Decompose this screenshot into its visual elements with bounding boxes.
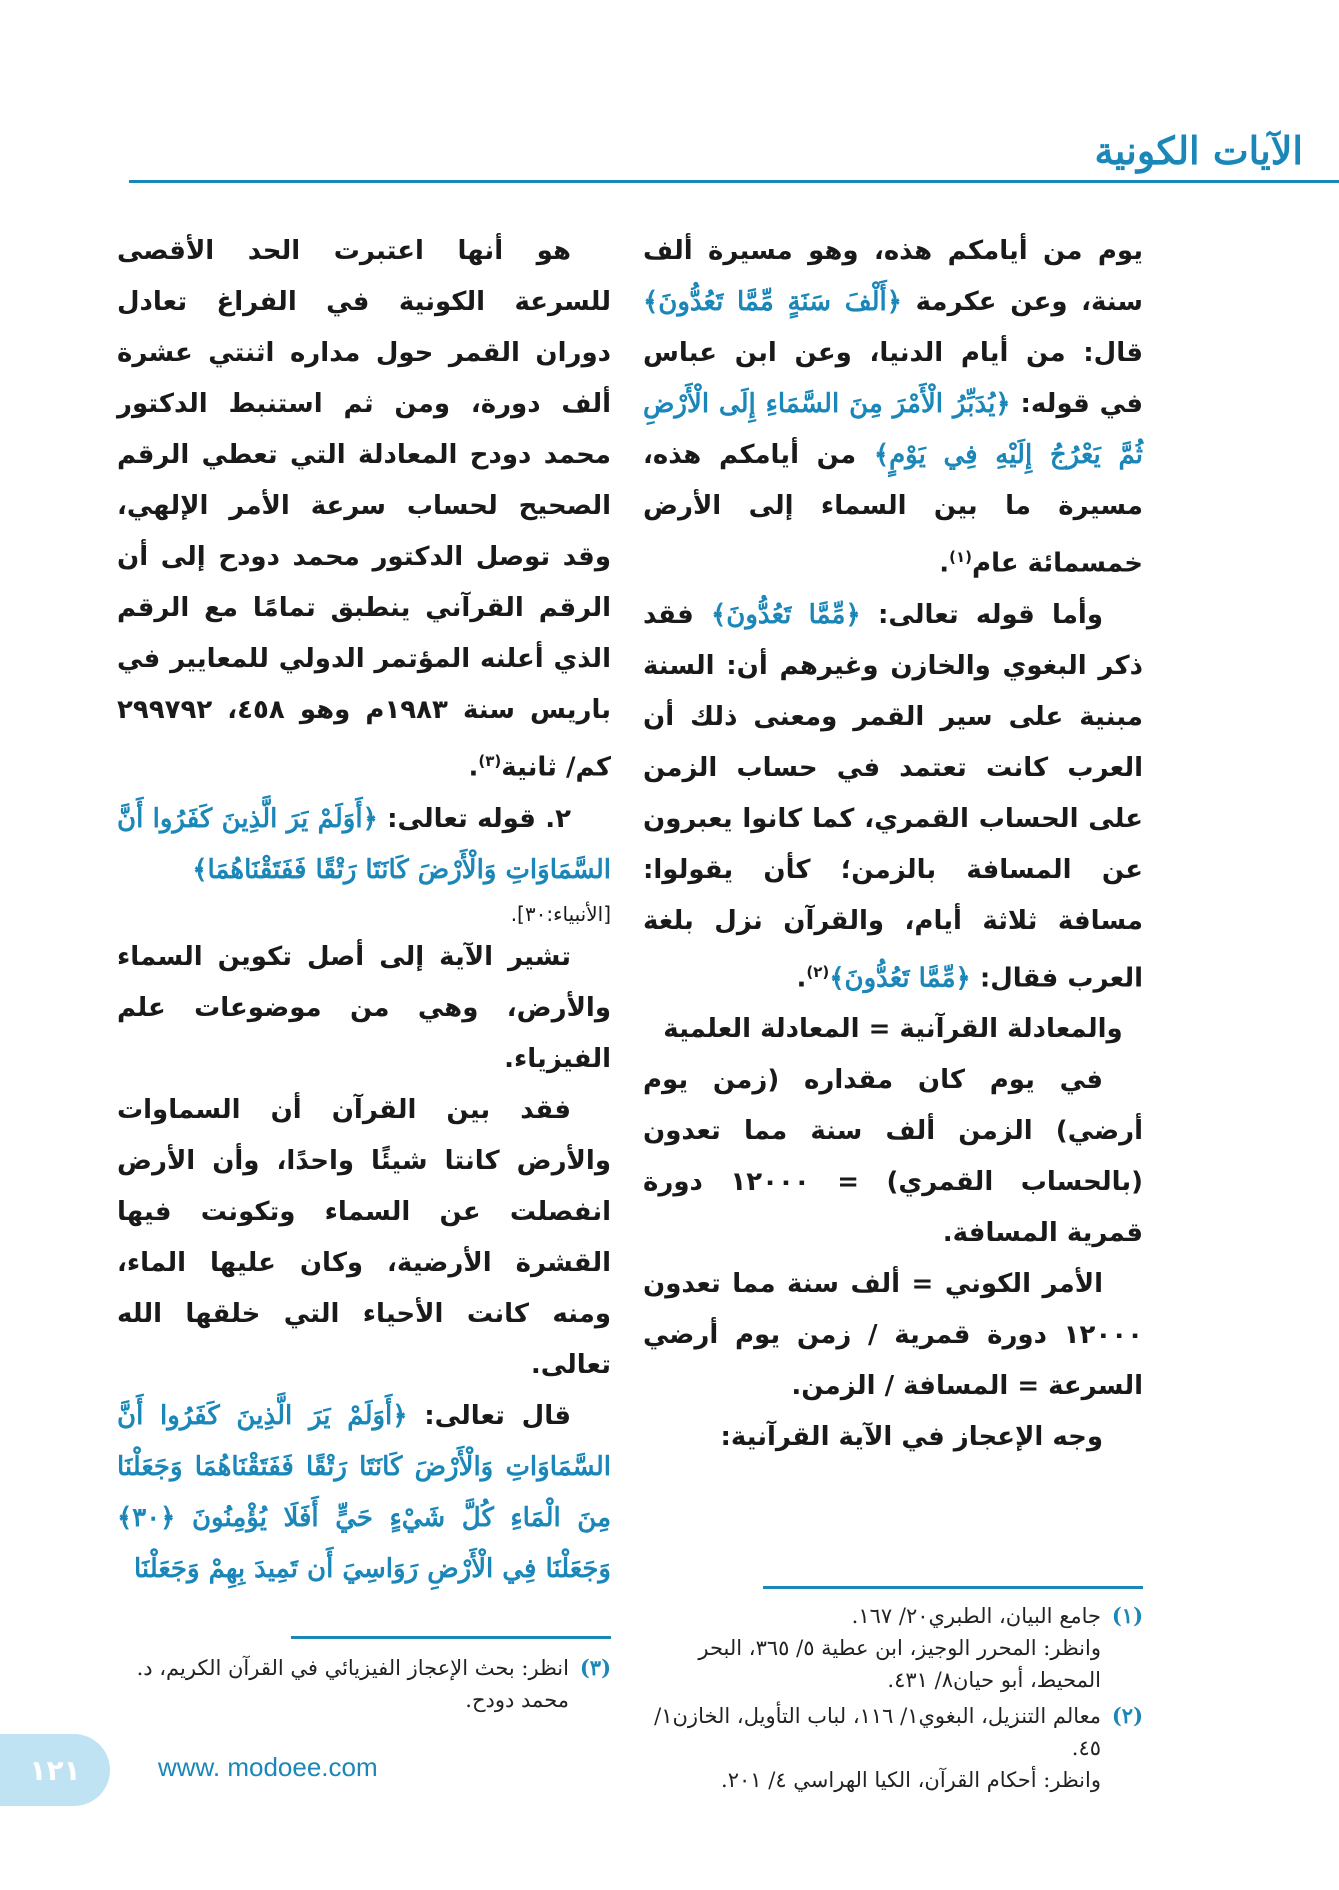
footnote-number: (١) [1111,1603,1143,1628]
page-number: ١٢١ [0,1734,110,1806]
footnote [117,1652,611,1716]
footnote-text: وانظر: المحرر الوجيز، ابن عطية ٥/ ٣٦٥، البحر المحيط، أبو حيان٨/ ٤٣١. [698,1636,1101,1692]
footnote-ref[interactable]: (٣) [478,752,502,770]
footnote-ref[interactable]: (٢) [806,962,830,981]
footnote-ref[interactable]: (١) [949,548,973,566]
footnote-number: (٢) [1111,1703,1143,1728]
paragraph [117,1391,611,1595]
footnote-divider [763,1586,1143,1589]
paragraph: تشير الآية إلى أصل تكوين السماء والأرض، وهي من موضوعات علم الفيزياء. [117,941,611,1074]
subheading: وجه الإعجاز في الآية القرآنية: [720,1422,1103,1453]
quran-verse: ﴿أَوَلَمْ يَرَ الَّذِينَ كَفَرُوا أَنَّ السَّمَاوَاتِ وَالْأَرْضَ كَانَتَا رَتْقًا فَفَتَقْنَاهُمَا﴾ [117,803,611,885]
footnote-text: جامع البيان، الطبري٢٠/ ١٦٧. [851,1604,1101,1628]
text: فقد ذكر البغوي والخازن وغيرهم أن: السنة مبنية على سير القمر ومعنى ذلك أن العرب كانت تعتمد في حساب الزمن على الحساب القمري، كما كانوا يعبرون عن المسافة بالزمن؛ كأن يقولوا: مسافة ثلاثة أيام، والقرآن نزل بلغة العرب فقال: [643,599,1143,994]
paragraph: وأما قوله تعالى: ﴿مِّمَّا تَعُدُّونَ﴾ فقد ذكر البغوي والخازن وغيرهم أن: السنة مبنية على سير القمر ومعنى ذلك أن العرب كانت تعتمد في حساب الزمن على الحساب القمري، كما كانوا يعبرون عن المسافة بالزمن؛ كأن يقولوا: مسافة ثلاثة أيام، والقرآن نزل بلغة العرب فقال: ﴿مِّمَّا تَعُدُّونَ﴾$^{(٢)}$. [643,599,1143,994]
running-header-title: الآيات الكونية [1094,128,1303,173]
footnote-text: معالم التنزيل، البغوي١/ ١١٦، لباب التأويل، الخازن١/ ٤٥. [654,1704,1101,1760]
equation-title: والمعادلة القرآنية = المعادلة العلمية [663,1014,1123,1045]
quran-verse: ﴿أَوَلَمْ يَرَ الَّذِينَ كَفَرُوا أَنَّ السَّمَاوَاتِ وَالْأَرْضَ كَانَتَا رَتْقًا فَفَتَقْنَاهُمَا وَجَعَلْنَا مِنَ الْمَاءِ كُلَّ شَيْءٍ حَيٍّ أَفَلَا يُؤْمِنُونَ ﴿٣٠﴾ وَجَعَلْنَا فِي الْأَرْضِ رَوَاسِيَ أَن تَمِيدَ بِهِمْ وَجَعَلْنَا [117,1400,611,1584]
footnote-divider [291,1636,611,1639]
quran-verse: ﴿مِّمَّا تَعُدُّونَ﴾ [711,599,861,630]
footnote [643,1600,1143,1696]
text: هو أنها اعتبرت الحد الأقصى للسرعة الكونية في الفراغ تعادل دوران القمر حول مداره اثنتي عشرة ألف دورة، ومن ثم استنبط الدكتور محمد دودح المعادلة التي تعطي الرقم الصحيح لحساب سرعة الأمر الإلهي، وقد توصل الدكتور محمد دودح إلى أن الرقم القرآني ينطبق تمامًا مع الرقم الذي أعلنه المؤتمر الدولي للمعايير في باريس سنة ١٩٨٣م وهو ٤٥٨، ٢٩٩٧٩٢ كم/ ثانية [117,236,611,783]
footnote-text: انظر: بحث الإعجاز الفيزيائي في القرآن الكريم، د. محمد دودح. [136,1656,569,1712]
footnote-number: (٣) [579,1655,611,1680]
paragraph: فقد بين القرآن أن السماوات والأرض كانتا شيئًا واحدًا، وأن الأرض انفصلت عن السماء وتكونت فيها القشرة الأرضية، وكان عليها الماء، ومنه كانت الأحياء التي خلقها الله تعالى. [117,1094,611,1380]
footnotes-left [117,1652,611,1720]
text: يوم من أيامكم هذه، وهو مسيرة ألف سنة، وعن عكرمة [643,236,1143,317]
equation-line: الأمر الكوني = ألف سنة مما تعدون ١٢٠٠٠ دورة قمرية / زمن يوم أرضي السرعة = المسافة / الزمن. [643,1269,1143,1402]
quran-verse: ﴿أَلْفَ سَنَةٍ مِّمَّا تَعُدُّونَ﴾ [643,287,902,317]
text: ٢. قوله تعالى: [387,803,571,834]
text: وأما قوله تعالى: [878,599,1103,630]
equation-line: في يوم كان مقداره (زمن يوم أرضي) الزمن ألف سنة مما تعدون (بالحساب القمري) = ١٢٠٠٠ دورة قمرية المسافة. [643,1065,1143,1249]
left-column [117,226,611,1595]
paragraph: هو أنها اعتبرت الحد الأقصى للسرعة الكونية في الفراغ تعادل دوران القمر حول مداره اثنتي عشرة ألف دورة، ومن ثم استنبط الدكتور محمد دودح المعادلة التي تعطي الرقم الصحيح لحساب سرعة الأمر الإلهي، وقد توصل الدكتور محمد دودح إلى أن الرقم القرآني ينطبق تمامًا مع الرقم الذي أعلنه المؤتمر الدولي للمعايير في باريس سنة ١٩٨٣م وهو ٤٥٨، ٢٩٩٧٩٢ كم/ ثانية$^{(٣)}$. [117,236,611,783]
text: قال تعالى: [424,1400,571,1431]
footnote-text: وانظر: أحكام القرآن، الكيا الهراسي ٤/ ٢٠١. [721,1768,1101,1792]
verse-reference: [الأنبياء:٣٠]. [510,901,611,926]
right-column [643,226,1143,1463]
website-link[interactable]: www. modoee.com [158,1752,378,1782]
quran-verse: ﴿يُدَبِّرُ الْأَمْرَ مِنَ السَّمَاءِ إِلَى الْأَرْضِ ثُمَّ يَعْرُجُ إِلَيْهِ فِي يَوْمٍ﴾ [643,389,1143,470]
paragraph: يوم من أيامكم هذه، وهو مسيرة ألف سنة، وعن عكرمة ﴿أَلْفَ سَنَةٍ مِّمَّا تَعُدُّونَ﴾ قال: من أيام الدنيا، وعن ابن عباس في قوله: ﴿يُدَبِّرُ الْأَمْرَ مِنَ السَّمَاءِ إِلَى الْأَرْضِ ثُمَّ يَعْرُجُ إِلَيْهِ فِي يَوْمٍ﴾ من أيامكم هذه، مسيرة ما بين السماء إلى الأرض خمسمائة عام$^{(١)}$. [643,236,1143,579]
text: من أيامكم هذه، مسيرة ما بين السماء إلى الأرض خمسمائة عام [643,440,1143,579]
footnote [643,1700,1143,1796]
quran-verse: ﴿مِّمَّا تَعُدُّونَ﴾ [829,963,971,994]
footnotes-right [643,1600,1143,1800]
paragraph [117,794,611,896]
header-divider [129,180,1339,183]
text: قال: من أيام الدنيا، وعن ابن عباس في قوله: [643,338,1143,419]
